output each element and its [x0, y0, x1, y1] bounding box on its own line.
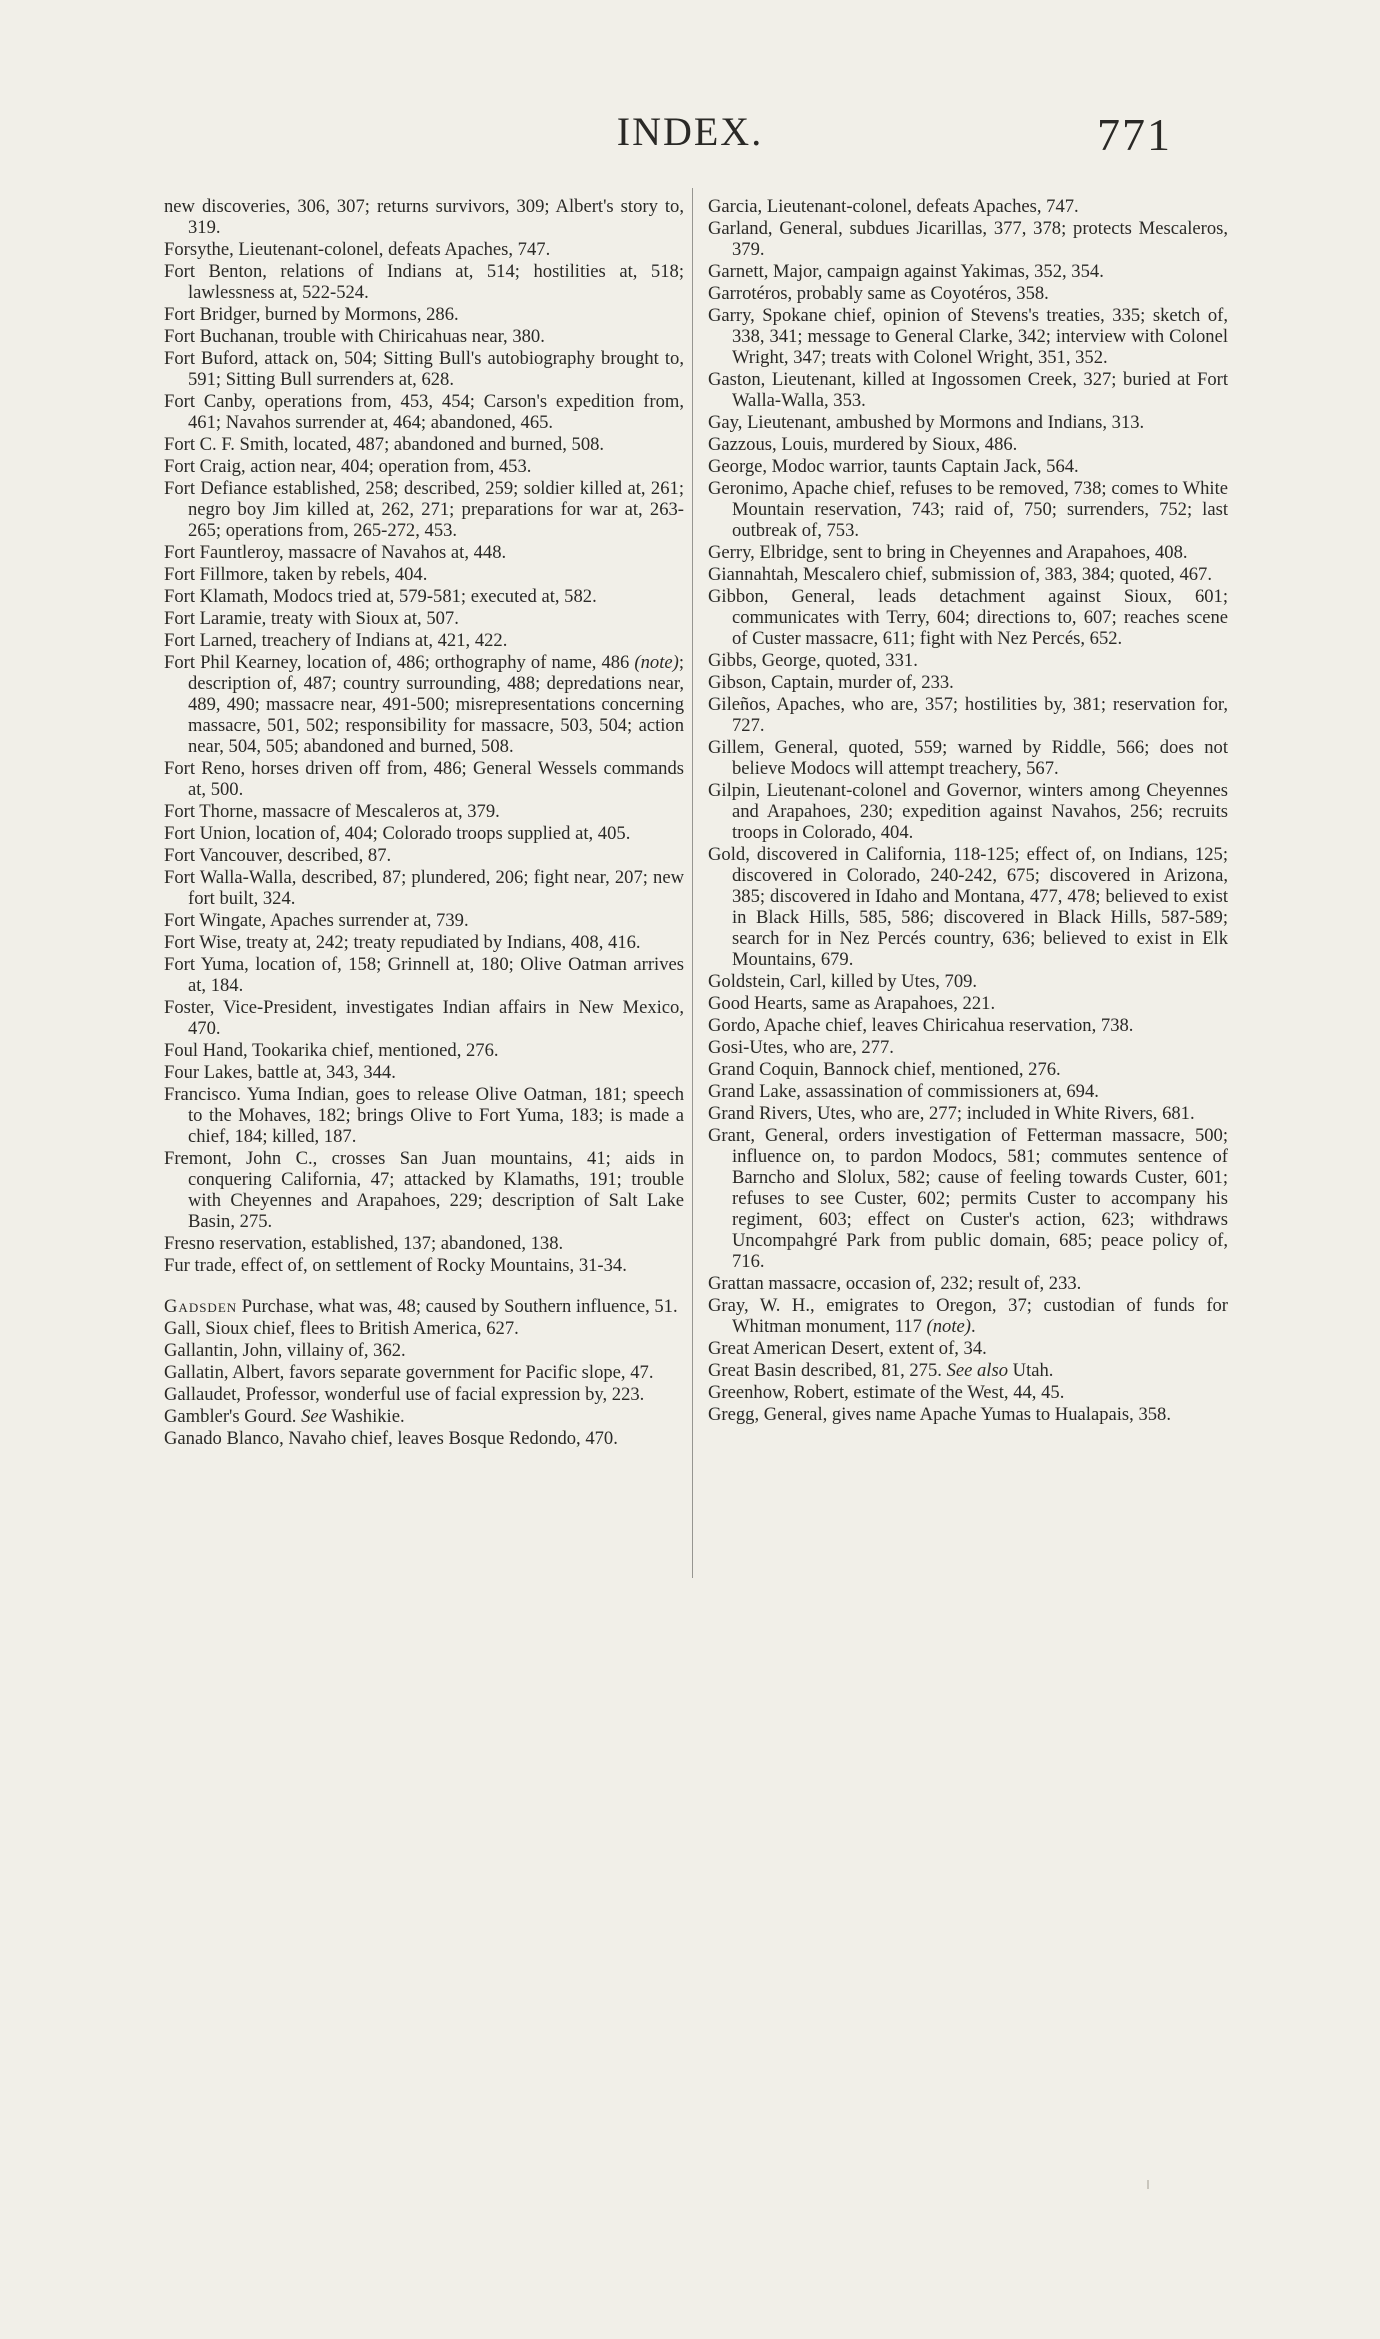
index-entry-text: Fort Thorne, massacre of Mescaleros at, 379.: [164, 801, 500, 822]
index-entry: [164, 1062, 684, 1083]
index-entry-text: Fur trade, effect of, on settlement of Rocky Mountains, 31-34.: [164, 1255, 627, 1276]
index-entry-text: Gibson, Captain, murder of, 233.: [708, 672, 954, 693]
index-entry-text: Garcia, Lieutenant-colonel, defeats Apaches, 747.: [708, 196, 1079, 217]
index-entry: [708, 1125, 1228, 1272]
index-entry-text: Fort Bridger, burned by Mormons, 286.: [164, 304, 459, 325]
index-entry: [708, 737, 1228, 779]
index-entry-text: Gregg, General, gives name Apache Yumas to Hualapais, 358.: [708, 1404, 1171, 1425]
index-entry: [164, 564, 684, 585]
index-entry-text-continued: .: [970, 1316, 976, 1337]
running-head-title: INDEX.: [616, 109, 764, 154]
index-entry: [164, 845, 684, 866]
index-entry: [164, 1428, 684, 1449]
index-entry-text: Grand Lake, assassination of commissioners at, 694.: [708, 1081, 1099, 1102]
index-entry: [164, 608, 684, 629]
index-entry-text: Gallaudet, Professor, wonderful use of facial expression by, 223.: [164, 1384, 645, 1405]
index-entry-text: Francisco. Yuma Indian, goes to release Olive Oatman, 181; speech to the Mohaves, 182; brings Olive to Fort Yuma, 183; is made a chief, 184; killed, 187.: [164, 1084, 684, 1147]
index-entry-text: Fort Buford, attack on, 504; Sitting Bull's autobiography brought to, 591; Sitting Bull surrenders at, 628.: [164, 348, 684, 390]
index-entry: [708, 261, 1228, 282]
index-entry: [164, 1084, 684, 1147]
index-entry-text: Four Lakes, battle at, 343, 344.: [164, 1062, 396, 1083]
index-entry-text: Fort C. F. Smith, located, 487; abandoned and burned, 508.: [164, 434, 605, 455]
index-entry: [708, 1360, 1228, 1381]
index-entry-text: Fremont, John C., crosses San Juan mountains, 41; aids in conquering California, 47; attacked by Klamaths, 191; trouble with Cheyennes and Arapahoes, 229; description of Salt Lake Basin, 275.: [164, 1148, 684, 1232]
index-entry-text: Greenhow, Robert, estimate of the West, 44, 45.: [708, 1382, 1065, 1403]
index-entry-text: Grattan massacre, occasion of, 232; result of, 233.: [708, 1273, 1082, 1294]
index-entry: [164, 586, 684, 607]
index-entry-text: Geronimo, Apache chief, refuses to be removed, 738; comes to White Mountain reservation, 743; raid of, 750; surrenders, 752; last outbreak of, 753.: [708, 478, 1228, 541]
index-entry: [708, 1338, 1228, 1359]
index-entry: [164, 1362, 684, 1383]
index-entry-text-continued: ; description of, 487; country surrounding, 488; depredations near, 489, 490; massacre near, 491-500; misrepresentations concerning massacre, 501, 502; responsibility for massacre, 503, 504; action near, 504, 505; abandoned and burned, 508.: [188, 652, 684, 757]
index-entry-text: Gold, discovered in California, 118-125; effect of, on Indians, 125; discovered in Colorado, 240-242, 675; discovered in Arizona, 385; discovered in Idaho and Montana, 477, 478; believed to exist in Black Hills, 585, 586; discovered in Black Hills, 587-589; search for in Nez Percés country, 636; believed to exist in Elk Mountains, 679.: [708, 844, 1228, 970]
index-entry: [164, 758, 684, 800]
index-entry-text: Great Basin described, 81, 275.: [708, 1360, 947, 1381]
index-entry: [708, 694, 1228, 736]
index-entry: [164, 326, 684, 347]
index-entry-text: Fort Larned, treachery of Indians at, 421, 422.: [164, 630, 508, 651]
index-entry-text-continued: Washikie.: [326, 1406, 405, 1427]
index-entry: [708, 586, 1228, 649]
index-entry-text: Grand Coquin, Bannock chief, mentioned, 276.: [708, 1059, 1061, 1080]
index-entry: [164, 542, 684, 563]
index-entry: [164, 867, 684, 909]
index-entry: [164, 1233, 684, 1254]
index-entry: [164, 304, 684, 325]
index-entry: [708, 1081, 1228, 1102]
index-entry-text: Gosi-Utes, who are, 277.: [708, 1037, 894, 1058]
index-entry-text: Fort Wise, treaty at, 242; treaty repudiated by Indians, 408, 416.: [164, 932, 641, 953]
index-entry: [164, 801, 684, 822]
index-entry-text: Goldstein, Carl, killed by Utes, 709.: [708, 971, 978, 992]
index-entry-text: Garry, Spokane chief, opinion of Stevens's treaties, 335; sketch of, 338, 341; message to General Clarke, 342; interview with Colonel Wright, 347; treats with Colonel Wright, 351, 352.: [708, 305, 1228, 368]
index-entry-text: Gambler's Gourd.: [164, 1406, 302, 1427]
index-column-right: [708, 196, 1228, 1426]
index-section-letter: Gadsden: [164, 1296, 238, 1317]
page-number: 771: [1097, 109, 1172, 160]
index-entry-text-continued: Utah.: [1008, 1360, 1054, 1381]
index-entry: [708, 844, 1228, 970]
index-entry-text: Gilpin, Lieutenant-colonel and Governor, winters among Cheyennes and Arapahoes, 230; expedition against Navahos, 256; recruits troops in Colorado, 404.: [708, 780, 1228, 843]
index-entry-text: Grant, General, orders investigation of Fetterman massacre, 500; influence on, to pardon Modocs, 581; commutes sentence of Barncho and Slolux, 582; cause of feeling towards Custer, 601; refuses to see Custer, 602; permits Custer to accompany his regiment, 603; effect on Custer's action, 623; withdraws Uncompahgré Park from public domain, 685; peace policy of, 716.: [708, 1125, 1228, 1272]
index-entry: [164, 1148, 684, 1232]
index-entry-text: Garrotéros, probably same as Coyotéros, 358.: [708, 283, 1049, 304]
index-entry-text: Fort Buchanan, trouble with Chiricahuas near, 380.: [164, 326, 545, 347]
index-entry-text: Gaston, Lieutenant, killed at Ingossomen Creek, 327; buried at Fort Walla-Walla, 353.: [708, 369, 1228, 411]
column-divider: [692, 188, 693, 1578]
index-entry: [708, 1103, 1228, 1124]
index-entry-text: Gibbon, General, leads detachment against Sioux, 601; communicates with Terry, 604; directions to, 607; reaches scene of Custer massacre, 611; fight with Nez Percés, 652.: [708, 586, 1228, 649]
index-entry: [708, 1295, 1228, 1337]
index-entry: [708, 456, 1228, 477]
index-entry-note: See: [301, 1406, 327, 1427]
index-entry: [708, 1037, 1228, 1058]
index-entry-text: Gallantin, John, villainy of, 362.: [164, 1340, 406, 1361]
index-entry-text: Fort Klamath, Modocs tried at, 579-581; executed at, 582.: [164, 586, 597, 607]
index-column-left: [164, 196, 684, 1450]
index-entry: [708, 1382, 1228, 1403]
index-entry: [164, 434, 684, 455]
index-entry: [164, 1296, 684, 1317]
index-entry: [164, 1406, 684, 1427]
index-entry-text: Gallatin, Albert, favors separate government for Pacific slope, 47.: [164, 1362, 654, 1383]
index-entry-text: Fort Craig, action near, 404; operation from, 453.: [164, 456, 532, 477]
index-entry: [708, 412, 1228, 433]
index-entry-text: Gerry, Elbridge, sent to bring in Cheyennes and Arapahoes, 408.: [708, 542, 1188, 563]
index-entry-text: Fort Union, location of, 404; Colorado troops supplied at, 405.: [164, 823, 631, 844]
index-entry-text: Fort Yuma, location of, 158; Grinnell at, 180; Olive Oatman arrives at, 184.: [164, 954, 684, 996]
index-entry: [708, 434, 1228, 455]
index-entry-text: Fort Laramie, treaty with Sioux at, 507.: [164, 608, 459, 629]
index-entry: [164, 652, 684, 757]
index-entry: [708, 478, 1228, 541]
index-entry: [164, 1318, 684, 1339]
index-entry-note: See also: [946, 1360, 1009, 1381]
index-entry: [708, 780, 1228, 843]
index-entry-text: Giannahtah, Mescalero chief, submission of, 383, 384; quoted, 467.: [708, 564, 1213, 585]
index-entry-text: Foul Hand, Tookarika chief, mentioned, 276.: [164, 1040, 499, 1061]
index-entry: [164, 823, 684, 844]
index-entry: [164, 910, 684, 931]
index-entry-text: Fort Defiance established, 258; described, 259; soldier killed at, 261; negro boy Jim killed at, 262, 271; preparations for war at, 263-265; operations from, 265-272, 453.: [164, 478, 684, 541]
index-entry-text: Forsythe, Lieutenant-colonel, defeats Apaches, 747.: [164, 239, 551, 260]
index-entry-text: Fort Phil Kearney, location of, 486; orthography of name, 486: [164, 652, 635, 673]
index-entry: [164, 1340, 684, 1361]
index-entry-text: Fort Fillmore, taken by rebels, 404.: [164, 564, 428, 585]
index-entry-text: Fresno reservation, established, 137; abandoned, 138.: [164, 1233, 564, 1254]
index-entry: [164, 196, 684, 238]
index-entry: [708, 542, 1228, 563]
index-entry: [164, 954, 684, 996]
index-entry: [708, 993, 1228, 1014]
index-entry-text: Gordo, Apache chief, leaves Chiricahua reservation, 738.: [708, 1015, 1134, 1036]
index-entry-text: Gazzous, Louis, murdered by Sioux, 486.: [708, 434, 1018, 455]
index-entry: [164, 1040, 684, 1061]
index-entry-text: Grand Rivers, Utes, who are, 277; included in White Rivers, 681.: [708, 1103, 1195, 1124]
index-entry-text: Gay, Lieutenant, ambushed by Mormons and Indians, 313.: [708, 412, 1145, 433]
page-header: [0, 108, 1380, 168]
index-entry: [164, 261, 684, 303]
index-entry: [708, 218, 1228, 260]
index-entry: [708, 283, 1228, 304]
index-entry-text: Gray, W. H., emigrates to Oregon, 37; custodian of funds for Whitman monument, 117: [708, 1295, 1228, 1337]
index-entry-text: Garland, General, subdues Jicarillas, 377, 378; protects Mescaleros, 379.: [708, 218, 1228, 260]
index-entry: [708, 1015, 1228, 1036]
index-entry-text: Fort Walla-Walla, described, 87; plundered, 206; fight near, 207; new fort built, 324.: [164, 867, 684, 909]
index-entry-text: Great American Desert, extent of, 34.: [708, 1338, 987, 1359]
index-entry-text: Fort Wingate, Apaches surrender at, 739.: [164, 910, 469, 931]
index-entry: [164, 1255, 684, 1276]
index-entry: [708, 196, 1228, 217]
index-entry-text: Fort Vancouver, described, 87.: [164, 845, 392, 866]
index-entry: [164, 932, 684, 953]
index-entry: [708, 971, 1228, 992]
index-entry-text: Fort Benton, relations of Indians at, 514; hostilities at, 518; lawlessness at, 522-524.: [164, 261, 684, 303]
index-entry: [708, 1059, 1228, 1080]
index-entry-text: Fort Canby, operations from, 453, 454; Carson's expedition from, 461; Navahos surrender at, 464; abandoned, 465.: [164, 391, 684, 433]
index-entry: [708, 369, 1228, 411]
index-entry: [708, 1404, 1228, 1425]
index-entry: [164, 1384, 684, 1405]
index-entry-text: Gibbs, George, quoted, 331.: [708, 650, 918, 671]
index-entry: [708, 305, 1228, 368]
index-entry: [164, 456, 684, 477]
index-entry: [164, 630, 684, 651]
index-entry: [164, 391, 684, 433]
index-entry-text: Purchase, what was, 48; caused by Southern influence, 51.: [237, 1296, 678, 1317]
index-entry-text: Ganado Blanco, Navaho chief, leaves Bosque Redondo, 470.: [164, 1428, 618, 1449]
index-entry-text: Gileños, Apaches, who are, 357; hostilities by, 381; reservation for, 727.: [708, 694, 1228, 736]
index-entry-note: (note): [634, 652, 679, 673]
index-entry: [708, 1273, 1228, 1294]
index-entry-text: new discoveries, 306, 307; returns survivors, 309; Albert's story to, 319.: [164, 196, 684, 238]
index-entry-text: George, Modoc warrior, taunts Captain Jack, 564.: [708, 456, 1079, 477]
index-entry: [164, 997, 684, 1039]
index-entry: [708, 650, 1228, 671]
index-entry: [708, 672, 1228, 693]
paper-speck: [1147, 2180, 1149, 2189]
index-entry-text: Garnett, Major, campaign against Yakimas, 352, 354.: [708, 261, 1104, 282]
index-entry: [708, 564, 1228, 585]
index-entry-note: (note): [926, 1316, 971, 1337]
index-entry-text: Foster, Vice-President, investigates Indian affairs in New Mexico, 470.: [164, 997, 684, 1039]
index-entry: [164, 348, 684, 390]
index-entry: [164, 478, 684, 541]
index-entry-text: Fort Fauntleroy, massacre of Navahos at, 448.: [164, 542, 507, 563]
index-entry: [164, 239, 684, 260]
index-entry-text: Fort Reno, horses driven off from, 486; General Wessels commands at, 500.: [164, 758, 684, 800]
index-entry-text: Good Hearts, same as Arapahoes, 221.: [708, 993, 996, 1014]
index-entry-text: Gillem, General, quoted, 559; warned by Riddle, 566; does not believe Modocs will attempt treachery, 567.: [708, 737, 1228, 779]
index-entry-text: Gall, Sioux chief, flees to British America, 627.: [164, 1318, 519, 1339]
